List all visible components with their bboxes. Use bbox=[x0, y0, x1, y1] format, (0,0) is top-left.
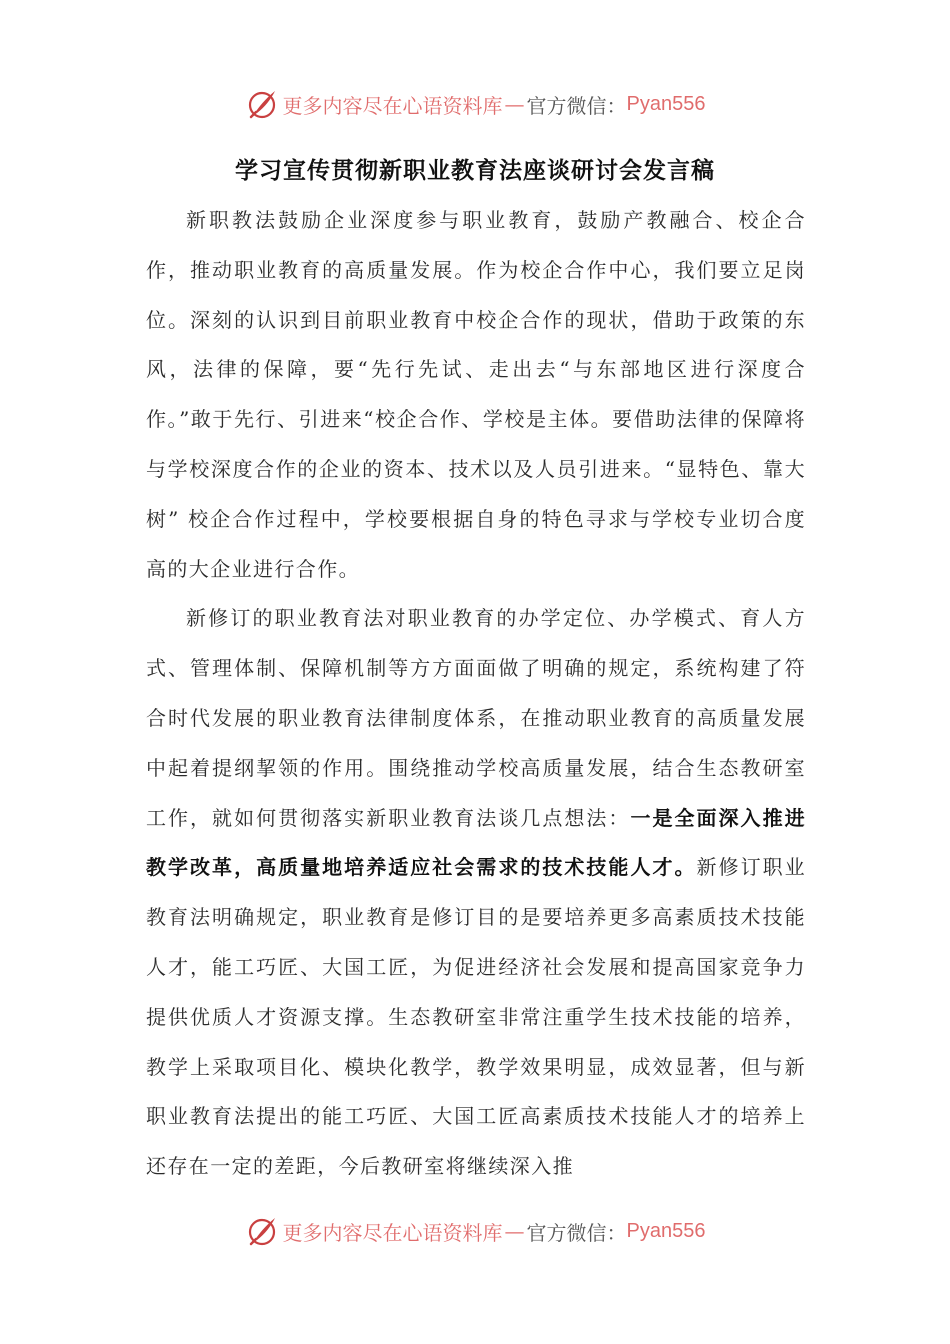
paragraph-2 bbox=[146, 594, 806, 1192]
banner-dash: — bbox=[504, 1219, 525, 1243]
paragraph-2-start: 新修订的职业教育法对职业教育的办学定位、办学模式、育人方式、管理体制、保障机制等方方面面做了明确的规定，系统构建了符合时代发展的职业教育法律制度体系，在推动职业教育的高质量发展中起着提纲挈领的作用。围绕推动学校高质量发展，结合生态教研室工作，就如何贯彻落实新职业教育法谈几点想法： bbox=[146, 606, 806, 830]
banner-text: 更多内容尽在心语资料库 bbox=[282, 1220, 503, 1245]
header-watermark-banner bbox=[0, 84, 950, 124]
paragraph-2-bold: 一是全面深入推进教学改革，高质量地培养适应社会需求的技术技能人才。 bbox=[146, 805, 806, 880]
quill-pen-logo-icon bbox=[245, 87, 279, 121]
paragraph-2-end: 新修订职业教育法明确规定，职业教育是修订目的是要培养更多高素质技术技能人才，能工巧匠、大国工匠，为促进经济社会发展和提高国家竞争力提供优质人才资源支撑。生态教研室非常注重学生技术技能的培养，教学上采取项目化、模块化教学，教学效果明显，成效显著，但与新职业教育法提出的能工巧匠、大国工匠高素质技术技能人才的培养上还存在一定的差距，今后教研室将继续深入推 bbox=[146, 855, 807, 1179]
document-title: 学习宣传贯彻新职业教育法座谈研讨会发言稿 bbox=[235, 157, 715, 184]
footer-watermark-banner bbox=[0, 1211, 950, 1251]
banner-wechat-label: 官方微信： bbox=[526, 93, 627, 118]
banner-wechat-id: Pyan556 bbox=[626, 1219, 706, 1242]
banner-wechat-label: 官方微信： bbox=[526, 1220, 627, 1245]
banner-wechat-id: Pyan556 bbox=[626, 92, 706, 115]
quill-pen-logo-icon bbox=[245, 1214, 279, 1248]
banner-text: 更多内容尽在心语资料库 bbox=[282, 93, 503, 118]
document-body bbox=[146, 196, 806, 1192]
banner-dash: — bbox=[504, 92, 525, 116]
paragraph-1: 新职教法鼓励企业深度参与职业教育，鼓励产教融合、校企合作，推动职业教育的高质量发展。作为校企合作中心，我们要立足岗位。深刻的认识到目前职业教育中校企合作的现状，借助于政策的东风，法律的保障，要“先行先试、走出去“与东部地区进行深度合作。”敢于先行、引进来“校企合作、学校是主体。要借助法律的保障将与学校深度合作的企业的资本、技术以及人员引进来。“显特色、靠大树” 校企合作过程中，学校要根据自身的特色寻求与学校专业切合度高的大企业进行合作。 bbox=[146, 208, 806, 581]
